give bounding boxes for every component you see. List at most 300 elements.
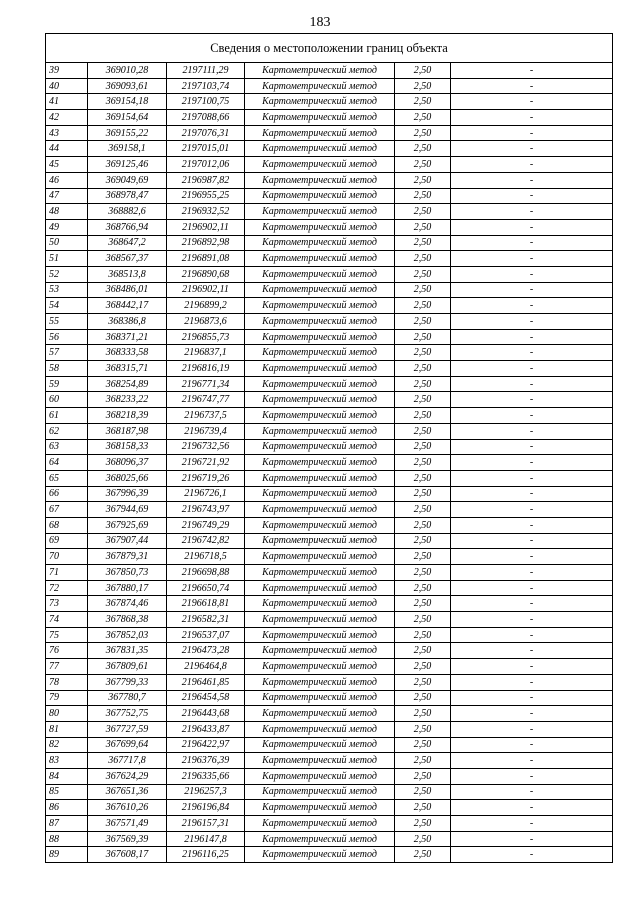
method-cell: Картометрический метод (245, 63, 395, 79)
y-coordinate-cell: 2196454,58 (167, 690, 245, 706)
method-cell: Картометрический метод (245, 596, 395, 612)
method-cell: Картометрический метод (245, 690, 395, 706)
method-cell: Картометрический метод (245, 423, 395, 439)
accuracy-cell: 2,50 (395, 533, 451, 549)
boundary-coordinates-sheet (45, 33, 612, 863)
table-row (46, 690, 613, 706)
x-coordinate-cell: 369155,22 (88, 125, 167, 141)
accuracy-cell: 2,50 (395, 392, 451, 408)
page-number: 183 (309, 15, 331, 30)
accuracy-cell: 2,50 (395, 580, 451, 596)
description-cell: - (451, 376, 613, 392)
point-number-cell: 44 (46, 141, 88, 157)
point-number-cell: 76 (46, 643, 88, 659)
description-cell: - (451, 455, 613, 471)
method-cell: Картометрический метод (245, 816, 395, 832)
y-coordinate-cell: 2196737,5 (167, 408, 245, 424)
accuracy-cell: 2,50 (395, 298, 451, 314)
accuracy-cell: 2,50 (395, 549, 451, 565)
description-cell: - (451, 565, 613, 581)
method-cell: Картометрический метод (245, 659, 395, 675)
point-number-cell: 73 (46, 596, 88, 612)
description-cell: - (451, 580, 613, 596)
point-number-cell: 65 (46, 470, 88, 486)
x-coordinate-cell: 367610,26 (88, 800, 167, 816)
accuracy-cell: 2,50 (395, 63, 451, 79)
x-coordinate-cell: 367780,7 (88, 690, 167, 706)
method-cell: Картометрический метод (245, 110, 395, 126)
accuracy-cell: 2,50 (395, 251, 451, 267)
method-cell: Картометрический метод (245, 643, 395, 659)
description-cell: - (451, 204, 613, 220)
x-coordinate-cell: 367752,75 (88, 706, 167, 722)
x-coordinate-cell: 367852,03 (88, 627, 167, 643)
description-cell: - (451, 361, 613, 377)
table-row (46, 188, 613, 204)
accuracy-cell: 2,50 (395, 831, 451, 847)
y-coordinate-cell: 2196719,26 (167, 470, 245, 486)
description-cell: - (451, 329, 613, 345)
table-row (46, 392, 613, 408)
accuracy-cell: 2,50 (395, 235, 451, 251)
table-row (46, 361, 613, 377)
method-cell: Картометрический метод (245, 188, 395, 204)
point-number-cell: 63 (46, 439, 88, 455)
point-number-cell: 56 (46, 329, 88, 345)
accuracy-cell: 2,50 (395, 627, 451, 643)
y-coordinate-cell: 2196742,82 (167, 533, 245, 549)
point-number-cell: 81 (46, 721, 88, 737)
method-cell: Картометрический метод (245, 345, 395, 361)
table-row (46, 847, 613, 863)
description-cell: - (451, 502, 613, 518)
point-number-cell: 88 (46, 831, 88, 847)
table-row (46, 110, 613, 126)
description-cell: - (451, 219, 613, 235)
method-cell: Картометрический метод (245, 282, 395, 298)
point-number-cell: 83 (46, 753, 88, 769)
method-cell: Картометрический метод (245, 251, 395, 267)
accuracy-cell: 2,50 (395, 784, 451, 800)
accuracy-cell: 2,50 (395, 439, 451, 455)
description-cell: - (451, 596, 613, 612)
method-cell: Картометрический метод (245, 502, 395, 518)
method-cell: Картометрический метод (245, 847, 395, 863)
table-row (46, 78, 613, 94)
y-coordinate-cell: 2196732,56 (167, 439, 245, 455)
y-coordinate-cell: 2197015,01 (167, 141, 245, 157)
y-coordinate-cell: 2196747,77 (167, 392, 245, 408)
accuracy-cell: 2,50 (395, 502, 451, 518)
y-coordinate-cell: 2196721,92 (167, 455, 245, 471)
x-coordinate-cell: 368567,37 (88, 251, 167, 267)
accuracy-cell: 2,50 (395, 94, 451, 110)
point-number-cell: 50 (46, 235, 88, 251)
x-coordinate-cell: 367651,36 (88, 784, 167, 800)
description-cell: - (451, 141, 613, 157)
table-row (46, 533, 613, 549)
table-row (46, 706, 613, 722)
accuracy-cell: 2,50 (395, 768, 451, 784)
y-coordinate-cell: 2196443,68 (167, 706, 245, 722)
table-row (46, 282, 613, 298)
x-coordinate-cell: 367608,17 (88, 847, 167, 863)
x-coordinate-cell: 369154,18 (88, 94, 167, 110)
point-number-cell: 39 (46, 63, 88, 79)
point-number-cell: 69 (46, 533, 88, 549)
point-number-cell: 64 (46, 455, 88, 471)
table-row (46, 125, 613, 141)
table-row (46, 612, 613, 628)
method-cell: Картометрический метод (245, 125, 395, 141)
y-coordinate-cell: 2197088,66 (167, 110, 245, 126)
y-coordinate-cell: 2197100,75 (167, 94, 245, 110)
point-number-cell: 40 (46, 78, 88, 94)
table-row (46, 157, 613, 173)
table-row (46, 376, 613, 392)
description-cell: - (451, 125, 613, 141)
x-coordinate-cell: 367569,39 (88, 831, 167, 847)
description-cell: - (451, 314, 613, 330)
point-number-cell: 74 (46, 612, 88, 628)
accuracy-cell: 2,50 (395, 470, 451, 486)
table-row (46, 63, 613, 79)
x-coordinate-cell: 367874,46 (88, 596, 167, 612)
x-coordinate-cell: 368386,8 (88, 314, 167, 330)
x-coordinate-cell: 368096,37 (88, 455, 167, 471)
method-cell: Картометрический метод (245, 737, 395, 753)
table-row (46, 235, 613, 251)
accuracy-cell: 2,50 (395, 110, 451, 126)
description-cell: - (451, 674, 613, 690)
y-coordinate-cell: 2196473,28 (167, 643, 245, 659)
point-number-cell: 57 (46, 345, 88, 361)
method-cell: Картометрический метод (245, 627, 395, 643)
method-cell: Картометрический метод (245, 408, 395, 424)
description-cell: - (451, 345, 613, 361)
point-number-cell: 86 (46, 800, 88, 816)
accuracy-cell: 2,50 (395, 329, 451, 345)
x-coordinate-cell: 367571,49 (88, 816, 167, 832)
table-row (46, 345, 613, 361)
table-row (46, 251, 613, 267)
y-coordinate-cell: 2196892,98 (167, 235, 245, 251)
accuracy-cell: 2,50 (395, 266, 451, 282)
table-row (46, 596, 613, 612)
point-number-cell: 62 (46, 423, 88, 439)
y-coordinate-cell: 2196157,31 (167, 816, 245, 832)
description-cell: - (451, 63, 613, 79)
description-cell: - (451, 753, 613, 769)
description-cell: - (451, 94, 613, 110)
method-cell: Картометрический метод (245, 674, 395, 690)
accuracy-cell: 2,50 (395, 517, 451, 533)
description-cell: - (451, 737, 613, 753)
description-cell: - (451, 298, 613, 314)
x-coordinate-cell: 367880,17 (88, 580, 167, 596)
description-cell: - (451, 266, 613, 282)
table-row (46, 816, 613, 832)
table-row (46, 831, 613, 847)
x-coordinate-cell: 367879,31 (88, 549, 167, 565)
y-coordinate-cell: 2197012,06 (167, 157, 245, 173)
method-cell: Картометрический метод (245, 753, 395, 769)
table-row (46, 94, 613, 110)
accuracy-cell: 2,50 (395, 314, 451, 330)
y-coordinate-cell: 2196537,07 (167, 627, 245, 643)
point-number-cell: 55 (46, 314, 88, 330)
accuracy-cell: 2,50 (395, 455, 451, 471)
accuracy-cell: 2,50 (395, 706, 451, 722)
point-number-cell: 77 (46, 659, 88, 675)
point-number-cell: 54 (46, 298, 88, 314)
point-number-cell: 70 (46, 549, 88, 565)
method-cell: Картометрический метод (245, 266, 395, 282)
table-row (46, 408, 613, 424)
method-cell: Картометрический метод (245, 392, 395, 408)
point-number-cell: 49 (46, 219, 88, 235)
point-number-cell: 60 (46, 392, 88, 408)
description-cell: - (451, 470, 613, 486)
description-cell: - (451, 784, 613, 800)
y-coordinate-cell: 2196873,6 (167, 314, 245, 330)
accuracy-cell: 2,50 (395, 345, 451, 361)
point-number-cell: 66 (46, 486, 88, 502)
accuracy-cell: 2,50 (395, 816, 451, 832)
accuracy-cell: 2,50 (395, 800, 451, 816)
x-coordinate-cell: 368315,71 (88, 361, 167, 377)
point-number-cell: 47 (46, 188, 88, 204)
table-row (46, 784, 613, 800)
y-coordinate-cell: 2196743,97 (167, 502, 245, 518)
y-coordinate-cell: 2196335,66 (167, 768, 245, 784)
method-cell: Картометрический метод (245, 157, 395, 173)
y-coordinate-cell: 2196718,5 (167, 549, 245, 565)
method-cell: Картометрический метод (245, 439, 395, 455)
method-cell: Картометрический метод (245, 612, 395, 628)
method-cell: Картометрический метод (245, 706, 395, 722)
x-coordinate-cell: 368218,39 (88, 408, 167, 424)
table-row (46, 172, 613, 188)
method-cell: Картометрический метод (245, 517, 395, 533)
description-cell: - (451, 816, 613, 832)
accuracy-cell: 2,50 (395, 219, 451, 235)
accuracy-cell: 2,50 (395, 172, 451, 188)
y-coordinate-cell: 2196955,25 (167, 188, 245, 204)
method-cell: Картометрический метод (245, 800, 395, 816)
table-row (46, 439, 613, 455)
method-cell: Картометрический метод (245, 298, 395, 314)
x-coordinate-cell: 369125,46 (88, 157, 167, 173)
point-number-cell: 79 (46, 690, 88, 706)
method-cell: Картометрический метод (245, 235, 395, 251)
y-coordinate-cell: 2196749,29 (167, 517, 245, 533)
table-row (46, 627, 613, 643)
point-number-cell: 53 (46, 282, 88, 298)
point-number-cell: 51 (46, 251, 88, 267)
description-cell: - (451, 721, 613, 737)
x-coordinate-cell: 368187,98 (88, 423, 167, 439)
y-coordinate-cell: 2196582,31 (167, 612, 245, 628)
y-coordinate-cell: 2196902,11 (167, 282, 245, 298)
description-cell: - (451, 423, 613, 439)
method-cell: Картометрический метод (245, 314, 395, 330)
table-row (46, 659, 613, 675)
description-cell: - (451, 533, 613, 549)
accuracy-cell: 2,50 (395, 361, 451, 377)
description-cell: - (451, 643, 613, 659)
point-number-cell: 43 (46, 125, 88, 141)
accuracy-cell: 2,50 (395, 125, 451, 141)
y-coordinate-cell: 2196837,1 (167, 345, 245, 361)
y-coordinate-cell: 2196116,25 (167, 847, 245, 863)
table-row (46, 204, 613, 220)
description-cell: - (451, 847, 613, 863)
method-cell: Картометрический метод (245, 219, 395, 235)
y-coordinate-cell: 2196376,39 (167, 753, 245, 769)
method-cell: Картометрический метод (245, 768, 395, 784)
method-cell: Картометрический метод (245, 376, 395, 392)
x-coordinate-cell: 367809,61 (88, 659, 167, 675)
accuracy-cell: 2,50 (395, 643, 451, 659)
table-row (46, 674, 613, 690)
method-cell: Картометрический метод (245, 204, 395, 220)
description-cell: - (451, 408, 613, 424)
table-row (46, 643, 613, 659)
description-cell: - (451, 439, 613, 455)
y-coordinate-cell: 2196257,3 (167, 784, 245, 800)
point-number-cell: 48 (46, 204, 88, 220)
y-coordinate-cell: 2196196,84 (167, 800, 245, 816)
x-coordinate-cell: 368025,66 (88, 470, 167, 486)
table-row (46, 219, 613, 235)
point-number-cell: 89 (46, 847, 88, 863)
x-coordinate-cell: 367699,64 (88, 737, 167, 753)
method-cell: Картометрический метод (245, 78, 395, 94)
accuracy-cell: 2,50 (395, 690, 451, 706)
y-coordinate-cell: 2197111,29 (167, 63, 245, 79)
y-coordinate-cell: 2196987,82 (167, 172, 245, 188)
accuracy-cell: 2,50 (395, 596, 451, 612)
description-cell: - (451, 831, 613, 847)
y-coordinate-cell: 2197103,74 (167, 78, 245, 94)
accuracy-cell: 2,50 (395, 408, 451, 424)
description-cell: - (451, 549, 613, 565)
description-cell: - (451, 78, 613, 94)
x-coordinate-cell: 368882,6 (88, 204, 167, 220)
y-coordinate-cell: 2196891,08 (167, 251, 245, 267)
accuracy-cell: 2,50 (395, 674, 451, 690)
description-cell: - (451, 627, 613, 643)
table-row (46, 580, 613, 596)
table-row (46, 768, 613, 784)
x-coordinate-cell: 369093,61 (88, 78, 167, 94)
accuracy-cell: 2,50 (395, 204, 451, 220)
x-coordinate-cell: 368766,94 (88, 219, 167, 235)
y-coordinate-cell: 2196890,68 (167, 266, 245, 282)
table-row (46, 737, 613, 753)
method-cell: Картометрический метод (245, 565, 395, 581)
x-coordinate-cell: 367944,69 (88, 502, 167, 518)
x-coordinate-cell: 368647,2 (88, 235, 167, 251)
y-coordinate-cell: 2196902,11 (167, 219, 245, 235)
method-cell: Картометрический метод (245, 455, 395, 471)
y-coordinate-cell: 2196726,1 (167, 486, 245, 502)
y-coordinate-cell: 2196698,88 (167, 565, 245, 581)
x-coordinate-cell: 367996,39 (88, 486, 167, 502)
table-row (46, 423, 613, 439)
table-row (46, 314, 613, 330)
accuracy-cell: 2,50 (395, 737, 451, 753)
method-cell: Картометрический метод (245, 470, 395, 486)
y-coordinate-cell: 2196464,8 (167, 659, 245, 675)
point-number-cell: 42 (46, 110, 88, 126)
table-body (46, 63, 613, 863)
x-coordinate-cell: 367624,29 (88, 768, 167, 784)
method-cell: Картометрический метод (245, 549, 395, 565)
table-row (46, 470, 613, 486)
description-cell: - (451, 690, 613, 706)
method-cell: Картометрический метод (245, 831, 395, 847)
y-coordinate-cell: 2196433,87 (167, 721, 245, 737)
table-row (46, 800, 613, 816)
accuracy-cell: 2,50 (395, 78, 451, 94)
description-cell: - (451, 157, 613, 173)
method-cell: Картометрический метод (245, 94, 395, 110)
x-coordinate-cell: 369049,69 (88, 172, 167, 188)
accuracy-cell: 2,50 (395, 847, 451, 863)
point-number-cell: 80 (46, 706, 88, 722)
y-coordinate-cell: 2196855,73 (167, 329, 245, 345)
y-coordinate-cell: 2197076,31 (167, 125, 245, 141)
point-number-cell: 71 (46, 565, 88, 581)
point-number-cell: 45 (46, 157, 88, 173)
x-coordinate-cell: 367831,35 (88, 643, 167, 659)
accuracy-cell: 2,50 (395, 157, 451, 173)
y-coordinate-cell: 2196899,2 (167, 298, 245, 314)
point-number-cell: 61 (46, 408, 88, 424)
table-row (46, 329, 613, 345)
point-number-cell: 84 (46, 768, 88, 784)
x-coordinate-cell: 368978,47 (88, 188, 167, 204)
description-cell: - (451, 235, 613, 251)
point-number-cell: 46 (46, 172, 88, 188)
table-row (46, 721, 613, 737)
x-coordinate-cell: 368233,22 (88, 392, 167, 408)
description-cell: - (451, 251, 613, 267)
point-number-cell: 72 (46, 580, 88, 596)
y-coordinate-cell: 2196650,74 (167, 580, 245, 596)
point-number-cell: 41 (46, 94, 88, 110)
y-coordinate-cell: 2196739,4 (167, 423, 245, 439)
y-coordinate-cell: 2196461,85 (167, 674, 245, 690)
y-coordinate-cell: 2196618,81 (167, 596, 245, 612)
point-number-cell: 58 (46, 361, 88, 377)
y-coordinate-cell: 2196771,34 (167, 376, 245, 392)
y-coordinate-cell: 2196147,8 (167, 831, 245, 847)
point-number-cell: 87 (46, 816, 88, 832)
accuracy-cell: 2,50 (395, 612, 451, 628)
table-row (46, 565, 613, 581)
table-row (46, 549, 613, 565)
description-cell: - (451, 612, 613, 628)
x-coordinate-cell: 368442,17 (88, 298, 167, 314)
x-coordinate-cell: 367907,44 (88, 533, 167, 549)
x-coordinate-cell: 369154,64 (88, 110, 167, 126)
method-cell: Картометрический метод (245, 172, 395, 188)
point-number-cell: 52 (46, 266, 88, 282)
point-number-cell: 67 (46, 502, 88, 518)
